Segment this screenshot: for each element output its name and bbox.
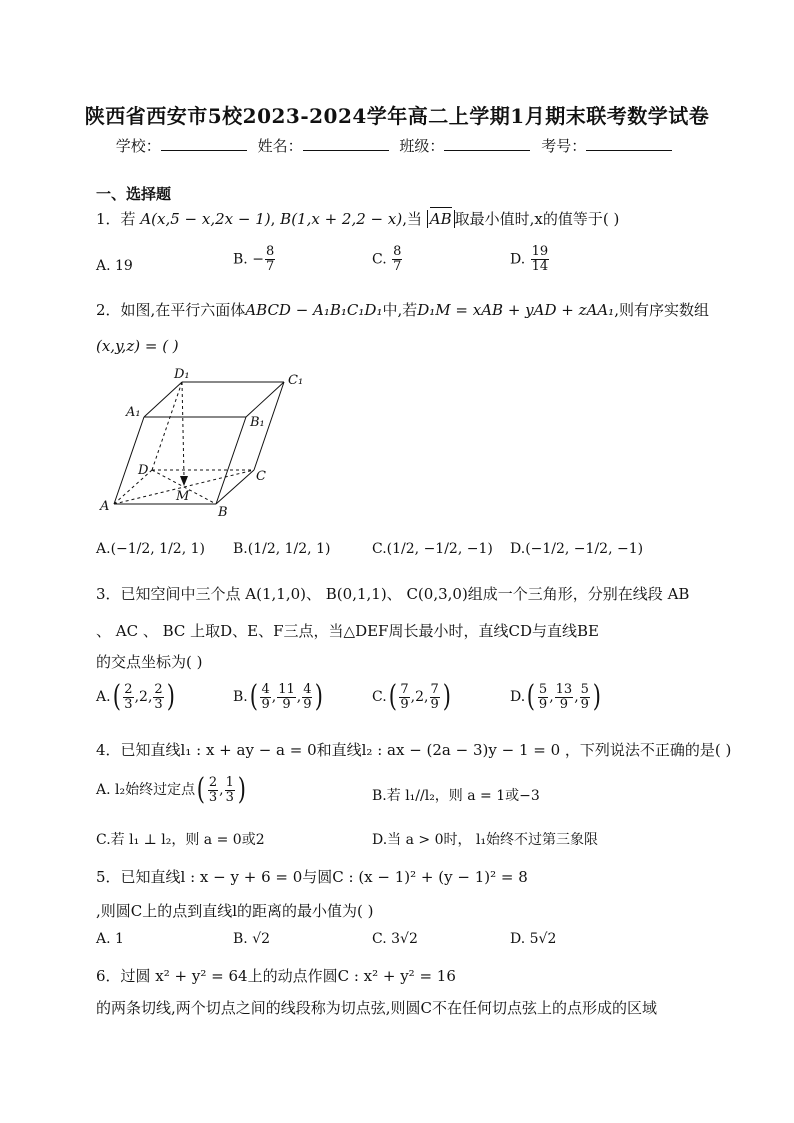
- q1-option-c[interactable]: [372, 245, 403, 274]
- q2-equation: D₁M = xAB + yAD + zAA₁: [417, 301, 615, 319]
- question-3-line1: 3．已知空间中三个点 A(1,1,0)、 B(0,1,1)、 C(0,3,0)组成一个三角形，分别在线段 AB: [96, 585, 690, 603]
- label-a: A: [100, 499, 110, 514]
- option-label: D.: [510, 541, 526, 557]
- question-3-line2: 、 AC 、 BC 上取D、E、F三点，当△DEF周长最小时，直线CD与直线BE: [96, 622, 599, 640]
- option-label: C.: [372, 541, 387, 557]
- q5-option-b[interactable]: B. √2: [233, 931, 271, 947]
- option-fraction: $\frac{8}{7}$: [393, 244, 402, 274]
- question-2-line2: [96, 337, 179, 355]
- page-title: 陕西省西安市5校2023-2024学年高二上学期1月期末联考数学试卷: [84, 104, 710, 128]
- school-blank[interactable]: [161, 137, 247, 151]
- option-label: A.: [96, 541, 111, 557]
- q2-option-d[interactable]: [510, 541, 643, 557]
- school-label: 学校：: [115, 137, 161, 155]
- q5-option-a[interactable]: A. 1: [96, 931, 124, 947]
- label-d1: D₁: [174, 367, 190, 382]
- q3-option-b[interactable]: B.( $\frac{4}{9}$ , $\frac{11}{9}$ , $\frac{4}{9}$ ): [233, 679, 324, 714]
- q2-solid: ABCD − A₁B₁C₁D₁: [245, 301, 383, 319]
- option-label: A.: [96, 258, 111, 274]
- fraction: $\frac{7}{9}$: [400, 681, 409, 712]
- fraction: $\frac{13}{9}$: [555, 681, 573, 712]
- fraction: $\frac{5}{9}$: [538, 681, 548, 712]
- q4-option-d[interactable]: D.当 a > 0时， l₁始终不过第三象限: [372, 832, 599, 848]
- option-label: B.: [233, 541, 248, 557]
- option-label: B.: [233, 689, 248, 705]
- q1-rest: 取最小值时,x的值等于( ): [454, 210, 620, 228]
- q1-number: 1．若: [96, 210, 136, 228]
- q1-option-d[interactable]: [510, 245, 550, 274]
- name-label: 姓名：: [257, 137, 303, 155]
- segment-d1m: [182, 382, 184, 477]
- q4-option-a[interactable]: A. l₂始终过定点( $\frac{2}{3}$ , $\frac{1}{3}$ ): [96, 772, 246, 807]
- fraction: $\frac{2}{3}$: [208, 774, 218, 805]
- fraction: $\frac{7}{9}$: [430, 681, 439, 712]
- q5-option-c[interactable]: C. 3√2: [372, 931, 418, 947]
- option-label: D.: [510, 251, 526, 268]
- label-c: C: [256, 469, 266, 484]
- fraction: $\frac{5}{9}$: [580, 681, 589, 712]
- q1-vector-norm: [427, 210, 455, 228]
- q4-option-b[interactable]: B.若 l₁//l₂，则 a = 1或−3: [372, 788, 540, 804]
- q2-option-c[interactable]: [372, 541, 493, 557]
- q1-when: ,当: [402, 210, 422, 228]
- fraction: $\frac{2}{3}$: [124, 681, 133, 712]
- fraction: $\frac{1}{3}$: [225, 774, 234, 805]
- q1-vector: AB: [429, 210, 452, 228]
- q2-option-b[interactable]: [233, 541, 330, 557]
- q1-point-a: A(x,5 − x,2x − 1): [140, 210, 271, 228]
- label-m: M: [176, 489, 190, 504]
- option-label: C.: [372, 251, 387, 268]
- option-text: (−1/2, 1/2, 1): [110, 541, 205, 557]
- q3-option-a[interactable]: A.( $\frac{2}{3}$ ,2, $\frac{2}{3}$ ): [96, 679, 175, 714]
- q3-option-d[interactable]: D.( $\frac{5}{9}$ , $\frac{13}{9}$ , $\frac{5}{9}$ ): [510, 679, 601, 714]
- fraction: $\frac{4}{9}$: [303, 681, 312, 712]
- name-blank[interactable]: [303, 137, 389, 151]
- option-text: A. l₂始终过定点: [96, 782, 196, 798]
- question-1: 1．若 A(x,5 − x,2x − 1), B(1,x + 2,2 − x),当 AB 取最小值时,x的值等于( ): [96, 210, 620, 228]
- option-label: D.: [510, 689, 526, 705]
- label-b1: B₁: [250, 415, 265, 430]
- arrow-head: [180, 476, 188, 486]
- option-value: 2: [415, 689, 425, 705]
- option-label: A.: [96, 689, 111, 705]
- q2-option-a[interactable]: [96, 541, 205, 557]
- option-fraction: $\frac{19}{14}$: [531, 244, 549, 274]
- question-4-line1: 4．已知直线l₁ : x + ay − a = 0和直线l₂ : ax − (2a − 3)y − 1 = 0 ，下列说法不正确的是( ): [96, 741, 732, 759]
- option-text: 19: [115, 258, 133, 274]
- option-text: (1/2, −1/2, −1): [386, 541, 493, 557]
- question-3-line3: 的交点坐标为( ): [96, 653, 203, 671]
- q4-option-c[interactable]: C.若 l₁ ⊥ l₂，则 a = 0或2: [96, 832, 265, 848]
- label-b: B: [218, 505, 228, 520]
- question-2-line1: [96, 299, 709, 320]
- class-label: 班级：: [399, 137, 445, 155]
- question-5-line1: 5．已知直线l : x − y + 6 = 0与圆C : (x − 1)² + (y − 1)² = 8: [96, 868, 528, 886]
- q1-option-a[interactable]: [96, 258, 133, 274]
- q1-point-b: B(1,x + 2,2 − x): [280, 210, 403, 228]
- q2-text-a: 2．如图,在平行六面体: [96, 301, 246, 319]
- class-blank[interactable]: [444, 137, 530, 151]
- q2-text-c: ,则有序实数组: [614, 301, 709, 319]
- q3-option-c[interactable]: C.( $\frac{7}{9}$ ,2, $\frac{7}{9}$ ): [372, 679, 451, 714]
- q1-option-b[interactable]: [233, 245, 276, 274]
- label-a1: A₁: [126, 405, 141, 420]
- option-text: (1/2, 1/2, 1): [247, 541, 331, 557]
- q2-text-b: 中,若: [382, 301, 418, 319]
- q2-tuple: (x,y,z) = ( ): [96, 337, 179, 355]
- option-label: C.: [372, 689, 387, 705]
- option-fraction: $\frac{8}{7}$: [265, 244, 275, 274]
- label-c1: C₁: [288, 373, 304, 388]
- option-sign: −: [252, 251, 264, 268]
- parallelepiped-figure: [96, 362, 316, 522]
- student-info-line: [0, 135, 794, 156]
- label-d: D: [138, 463, 149, 478]
- option-value: 2: [139, 689, 148, 705]
- number-blank[interactable]: [586, 137, 672, 151]
- option-text: (−1/2, −1/2, −1): [525, 541, 644, 557]
- fraction: $\frac{2}{3}$: [154, 681, 163, 712]
- fraction: $\frac{4}{9}$: [261, 681, 270, 712]
- option-label: B.: [233, 251, 248, 268]
- question-5-line2: ,则圆C上的点到直线l的距离的最小值为( ): [96, 902, 374, 920]
- question-6-line2: 的两条切线,两个切点之间的线段称为切点弦,则圆C不在任何切点弦上的点形成的区域: [96, 999, 658, 1017]
- q5-option-d[interactable]: D. 5√2: [510, 931, 557, 947]
- question-6-line1: 6．过圆 x² + y² = 64上的动点作圆C : x² + y² = 16: [96, 967, 456, 985]
- number-label: 考号：: [541, 137, 587, 155]
- fraction: $\frac{11}{9}$: [278, 681, 295, 712]
- section-heading: 一、选择题: [96, 185, 172, 203]
